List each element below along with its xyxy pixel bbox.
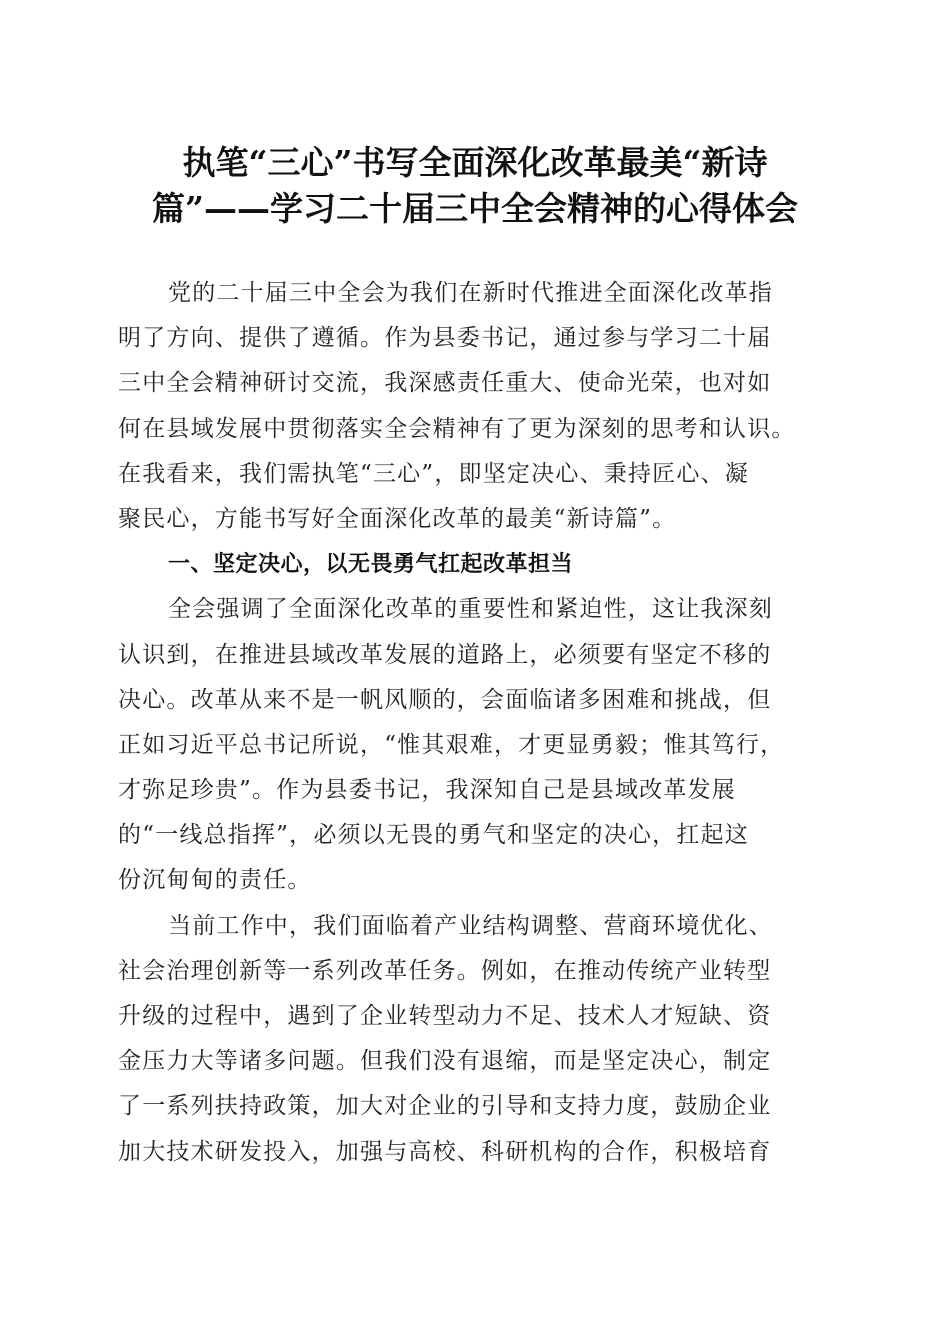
paragraph-line: 加大技术研发投入，加强与高校、科研机构的合作，积极培育 (118, 1138, 772, 1165)
paragraph-line: 在我看来，我们需执笔“三心”，即坚定决心、秉持匠心、凝 (118, 460, 749, 487)
paragraph-line: 正如习近平总书记所说，“惟其艰难，才更显勇毅；惟其笃行， (118, 731, 785, 758)
paragraph-line: 党的二十届三中全会为我们在新时代推进全面深化改革指 (168, 280, 773, 306)
paragraph-line: 社会治理创新等一系列改革任务。例如，在推动传统产业转型 (118, 957, 772, 984)
title-line-2: 篇”——学习二十届三中全会精神的心得体会 (152, 189, 798, 228)
title-line-1: 执笔“三心”书写全面深化改革最美“新诗 (182, 143, 768, 182)
paragraph-line: 金压力大等诸多问题。但我们没有退缩，而是坚定决心，制定 (118, 1048, 772, 1075)
paragraph-line: 当前工作中，我们面临着产业结构调整、营商环境优化、 (168, 912, 773, 939)
section-heading: 一、坚定决心，以无畏勇气扛起改革担当 (168, 552, 574, 578)
paragraph-line: 了一系列扶持政策，加大对企业的引导和支持力度，鼓励企业 (118, 1093, 772, 1120)
paragraph-line: 份沉甸甸的责任。 (118, 867, 312, 894)
paragraph-line: 认识到，在推进县域改革发展的道路上，必须要有坚定不移的 (118, 641, 772, 668)
paragraph-line: 明了方向、提供了遵循。作为县委书记，通过参与学习二十届 (118, 325, 772, 352)
paragraph-line: 的“一线总指挥”，必须以无畏的勇气和坚定的决心，扛起这 (118, 822, 749, 849)
document-title (100, 140, 850, 232)
paragraph-line: 三中全会精神研讨交流，我深感责任重大、使命光荣，也对如 (118, 370, 772, 397)
paragraph-line: 决心。改革从来不是一帆风顺的，会面临诸多困难和挑战，但 (118, 686, 772, 713)
paragraph-line: 升级的过程中，遇到了企业转型动力不足、技术人才短缺、资 (118, 1003, 772, 1029)
document-body (118, 271, 838, 1175)
paragraph-line: 才弥足珍贵”。作为县委书记，我深知自己是县域改革发展 (118, 777, 736, 804)
paragraph-line: 何在县域发展中贯彻落实全会精神有了更为深刻的思考和认识。 (118, 415, 796, 442)
paragraph-line: 聚民心，方能书写好全面深化改革的最美“新诗篇”。 (118, 505, 677, 532)
paragraph-line: 全会强调了全面深化改革的重要性和紧迫性，这让我深刻 (168, 596, 773, 623)
